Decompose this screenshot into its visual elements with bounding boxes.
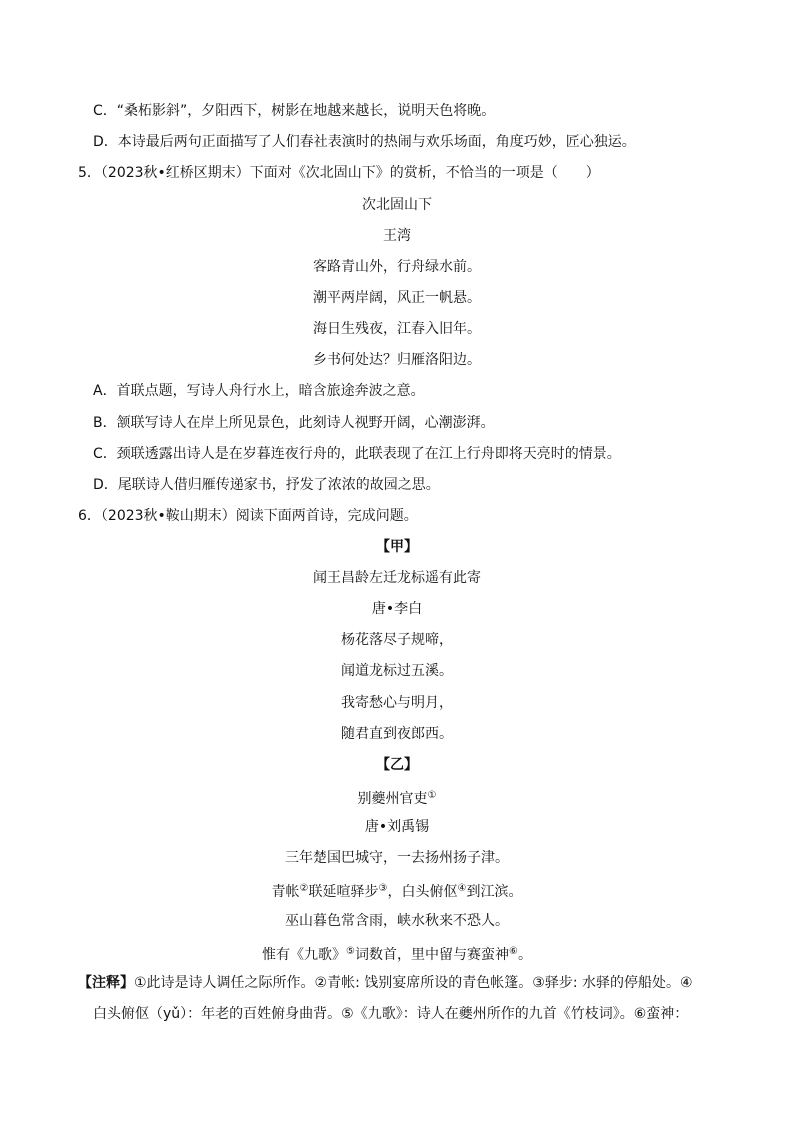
poem-line: 惟有《九歌》⑤词数首，里中留与赛蛮神⑥。 [262,946,532,963]
poem-jia-author: 唐•李白 [371,601,423,617]
poem-jia-title: 闻王昌龄左迁龙标遥有此寄 [313,570,481,586]
footnote-mark: ④ [457,883,467,894]
poem-line: 青帐②联延喧驿步③，白头俯伛④到江滨。 [271,883,523,900]
poem-line: 乡书何处达？归雁洛阳边。 [313,352,481,368]
option-c-prev: C．“桑柘影斜”，夕阳西下，树影在地越来越长，说明天色将晚。 [93,103,496,119]
footnote-mark: ② [299,883,309,894]
option-d: D．尾联诗人借归雁传递家书，抒发了浓浓的故园之思。 [93,477,440,493]
option-b: B．颔联写诗人在岸上所见景色，此刻诗人视野开阔，心潮澎湃。 [93,415,495,431]
poem-line: 海日生残夜，江春入旧年。 [313,321,481,337]
poem-line: 客路青山外，行舟绿水前。 [313,259,481,275]
poem-title: 次北固山下 [362,197,432,213]
poem-line: 闻道龙标过五溪。 [341,663,453,679]
annotation-line: 白头俯伛（yǔ）：年老的百姓俯身曲背。⑤《九歌》：诗人在夔州所作的九首《竹枝词》。⑥蛮神： [93,1006,689,1022]
poem-line: 随君直到夜郎西。 [341,726,453,742]
option-a: A．首联点题，写诗人舟行水上，暗含旅途奔波之意。 [93,383,425,399]
annotation-line: 【注释】①此诗是诗人调任之际所作。②青帐: 饯别宴席所设的青色帐篷。③驿步: 水驿的停船处。④ [78,975,693,991]
footnote-mark: ① [427,790,437,801]
footnote-mark: ⑤ [346,946,355,957]
footnote-mark: ③ [378,883,388,894]
question-5-stem: 5．（2023秋•红桥区期末）下面对《次北固山下》的赏析，不恰当的一项是（ ） [78,165,600,181]
poem-yi-title: 别夔州官吏① [357,790,437,807]
annotation-label: 【注释】 [78,975,134,991]
poem-line: 巫山暮色常含雨，峡水秋来不恐人。 [285,913,509,929]
poem-line: 杨花落尽子规啼， [341,632,453,648]
poem-jia-label: 【甲】 [376,539,418,555]
poem-yi-label: 【乙】 [376,757,418,773]
footnote-mark: ⑥ [509,946,518,957]
poem-line: 潮平两岸阔，风正一帆悬。 [313,290,481,306]
option-d-prev: D．本诗最后两句正面描写了人们春社表演时的热闹与欢乐场面，角度巧妙，匠心独运。 [93,134,636,150]
option-c: C．颈联透露出诗人是在岁暮连夜行舟的，此联表现了在江上行舟即将天亮时的情景。 [93,446,621,462]
poem-author: 王湾 [383,228,411,244]
question-6-stem: 6．（2023秋•鞍山期末）阅读下面两首诗，完成问题。 [78,508,418,524]
poem-line: 三年楚国巴城守，一去扬州扬子津。 [285,850,509,866]
poem-line: 我寄愁心与明月， [341,695,453,711]
poem-yi-author: 唐•刘禹锡 [364,819,430,835]
